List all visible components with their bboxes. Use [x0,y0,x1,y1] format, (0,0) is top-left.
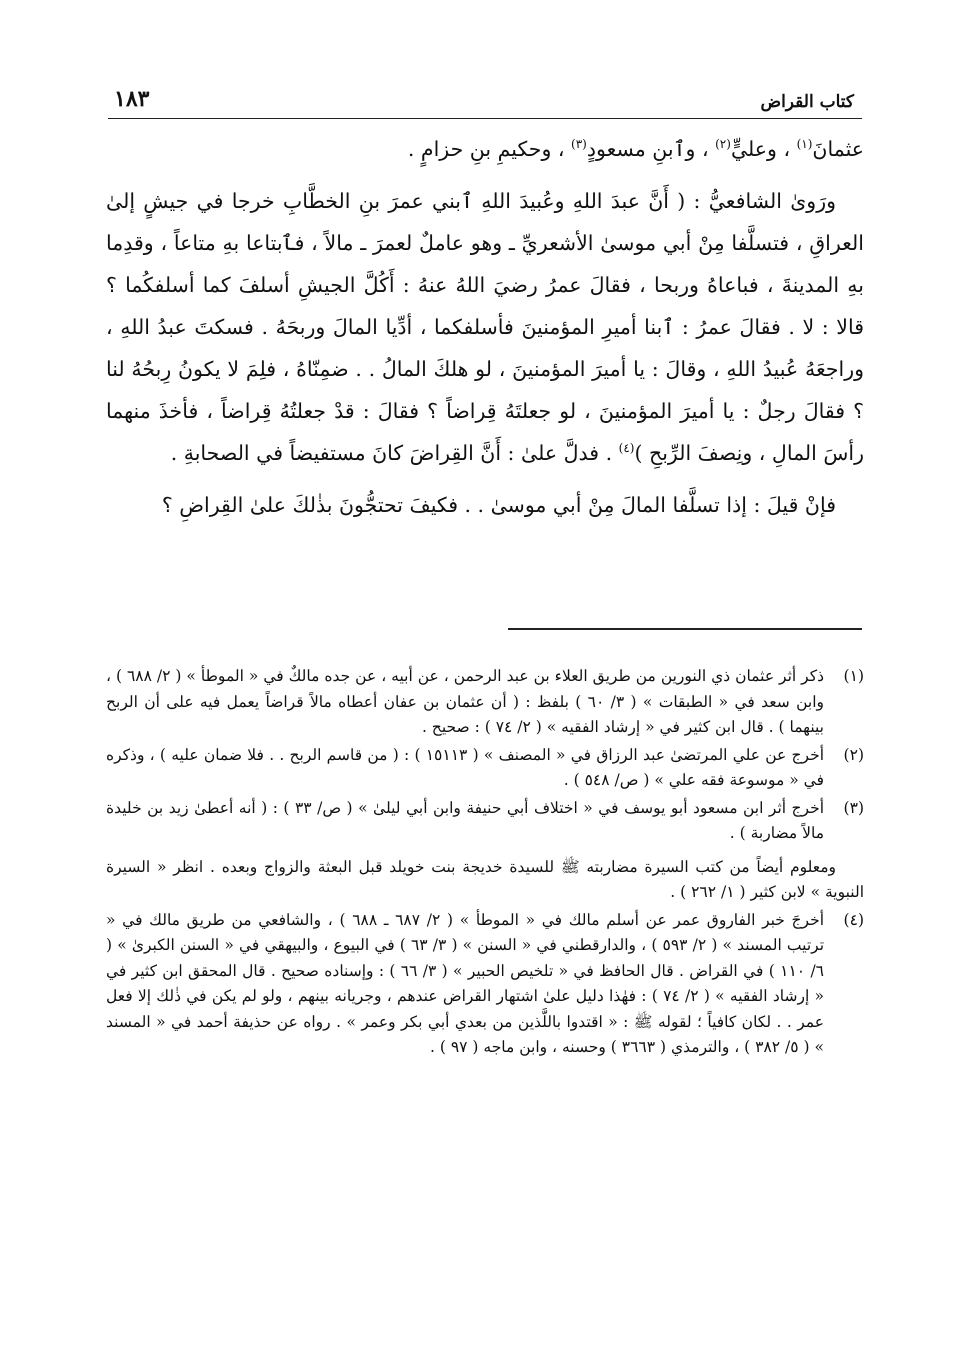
footnote-1 [106,664,864,741]
footnote-number: (٤) [843,910,864,929]
running-title: كتاب القراض [760,92,854,112]
body-text-segment: . فدلَّ علىٰ : أَنَّ القِراضَ كانَ مستفيضاً في الصحابةِ . [170,441,619,465]
body-text-segment: ، وحكيمِ بنِ حزامٍ . [407,137,572,161]
body-paragraph-2 [106,180,864,474]
footnote-number: (٢) [843,745,864,764]
footnote-2 [106,743,864,794]
footnote-separator [508,628,862,630]
footnotes-section [106,664,864,1063]
footnote-text: ذكر أثر عثمان ذي النورين من طريق العلاء بن عبد الرحمن ، عن أبيه ، عن جده مالكٌ في « الموطأ » ( ٢/ ٦٨٨ ) ، وابن سعد في « الطبقات » ( ٣/ ٦٠ ) بلفظ : ( أن عثمان بن عفان أعطاه مالاً قراضاً يعمل فيه على أن الربح بينهما ) . قال ابن كثير في « إرشاد الفقيه » ( ٢/ ٧٤ ) : صحيح . [106,667,824,736]
footnote-ref-3[interactable]: (٣) [571,137,587,152]
body-paragraph-3: فإنْ قيلَ : إذا تسلَّفا المالَ مِنْ أبي موسىٰ . . فكيفَ تحتجُّونَ بذٰلكَ علىٰ القِراضِ ؟ [161,493,836,517]
footnote-number: (١) [843,667,864,685]
page-header [108,86,854,118]
footnote-number: (٣) [843,798,864,817]
body-text-segment: عثمانَ [812,137,864,161]
footnote-ref-2[interactable]: (٢) [715,137,731,152]
footnote-3 [106,796,864,847]
page-number: ١٨٣ [114,86,150,112]
header-rule [108,118,862,119]
body-text-segment: ورَوىٰ الشافعيُّ : ( أَنَّ عبدَ اللهِ وعُبيدَ اللهِ ٱبني عمرَ بنِ الخطَّابِ خرجا في جيشٍ إلىٰ العراقِ ، فتسلَّفا مِنْ أبي موسىٰ الأشعريِّ ـ وهو عاملٌ لعمرَ ـ مالاً ، فٱبتاعا بهِ متاعاً ، وقدِما بهِ المدينةَ ، فباعاهُ وربحا ، فقالَ عمرُ رضيَ اللهُ عنهُ : أَكُلَّ الجيشِ أسلفَ كما أسلفكُما ؟ قالا : لا . فقالَ عمرُ : ٱبنا أميرِ المؤمنينَ فأسلفكما ، أدِّيا المالَ وربحَهُ . فسكتَ عبدُ اللهِ ، وراجعَهُ عُبيدُ اللهِ ، وقالَ : يا أميرَ المؤمنينَ ، لو هلكَ المالُ . . ضمِنّاهُ ، فلِمَ لا يكونُ رِبحُهُ لنا ؟ فقالَ رجلٌ : يا أميرَ المؤمنينَ ، لو جعلتَهُ قِراضاً ؟ فقالَ : قدْ جعلتُهُ قِراضاً ، فأخذَ منهما رأسَ المالِ ، ونِصفَ الرِّبحِ ) [106,189,864,465]
footnote-text: أخرجَ خبر الفاروق عمر عن أسلم مالك في « الموطأ » ( ٢/ ٦٨٧ ـ ٦٨٨ ) ، والشافعي من طريق مالك في « ترتيب المسند » ( ٢/ ٥٩٣ ) ، والدارقطني في « السنن » ( ٣/ ٦٣ ) في البيوع ، والبيهقي في « السنن الكبرىٰ » ( ٦/ ١١٠ ) في القراض . قال الحافظ في « تلخيص الحبير » ( ٣/ ٦٦ ) : وإسناده صحيح . قال المحقق ابن كثير في « إرشاد الفقيه » ( ٢/ ٧٤ ) : فهٰذا دليل علىٰ اشتهار القراض عندهم ، وجريانه بينهم ، ولو لم يكن في ذٰلك إلا فعل عمر . . لكان كافياً ؛ لقوله ﷺ : « اقتدوا باللَّذين من بعدي أبي بكر وعمر » . رواه عن حذيفة أحمد في « المسند » ( ٥/ ٣٨٢ ) ، والترمذي ( ٣٦٦٣ ) وحسنه ، وابن ماجه ( ٩٧ ) . [106,910,825,1056]
footnote-ref-1[interactable]: (١) [796,137,813,152]
footnote-ref-4[interactable]: (٤) [618,441,635,456]
body-line-1 [106,128,864,170]
body-text-segment: ، وعليٍّ [730,137,797,161]
footnote-4 [106,908,864,1061]
main-text [106,128,864,526]
footnote-text: أخرج عن علي المرتضىٰ عبد الرزاق في « المصنف » ( ١٥١١٣ ) : ( من قاسم الربح . . فلا ضمان عليه ) ، وذكره في « موسوعة فقه علي » ( ص/ ٥٤٨ ) . [106,745,824,789]
footnote-3-note: ومعلوم أيضاً من كتب السيرة مضاربته ﷺ للسيدة خديجة بنت خويلد قبل البعثة والزواج وبعده . انظر « السيرة النبوية » لابن كثير ( ١/ ٢٦٢ ) . [106,857,864,901]
footnote-text: أخرج أثر ابن مسعود أبو يوسف في « اختلاف أبي حنيفة وابن أبي ليلىٰ » ( ص/ ٣٣ ) : ( أنه أعطىٰ زيد بن خليدة مالاً مضاربة ) . [106,798,824,842]
body-text-segment: ، وٱبنِ مسعودٍ [586,137,716,161]
